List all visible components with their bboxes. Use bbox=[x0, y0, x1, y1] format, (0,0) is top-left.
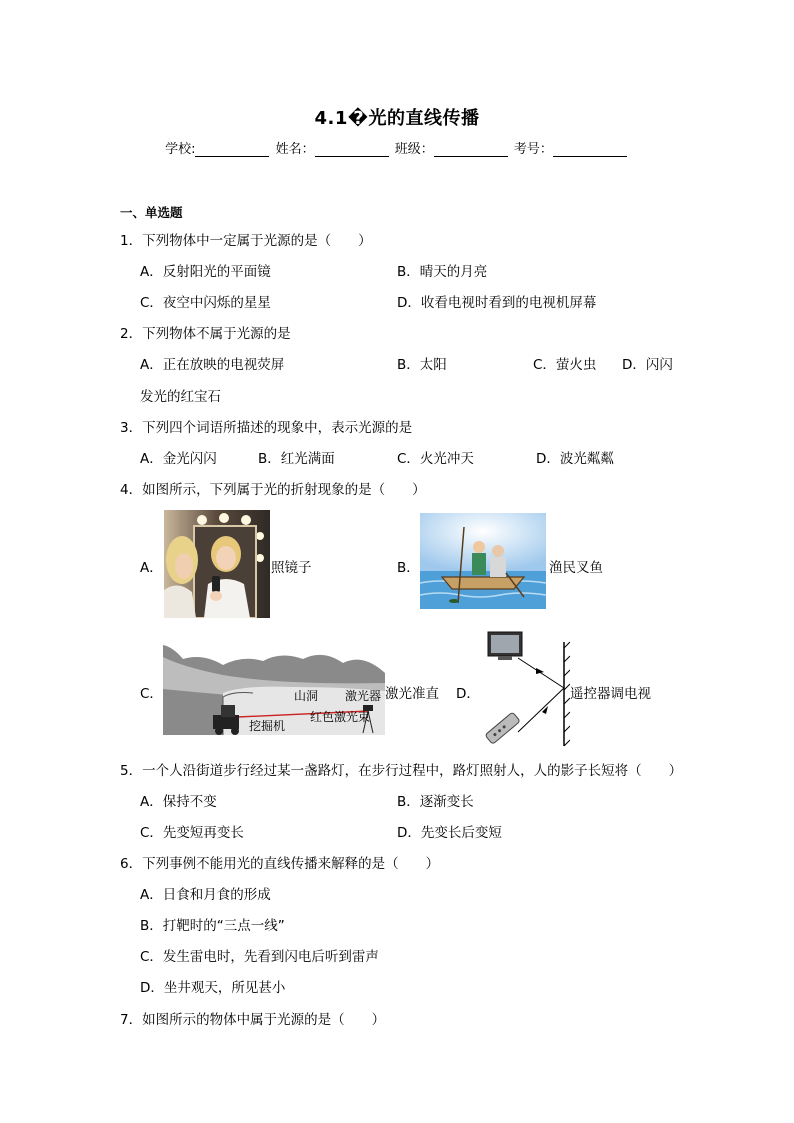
q2-option-a[interactable]: A．正在放映的电视荧屏 bbox=[140, 357, 285, 373]
q5-option-b[interactable]: B．逐渐变长 bbox=[397, 794, 474, 810]
q2-option-d-continued: 发光的红宝石 bbox=[140, 389, 221, 405]
exam-no-blank[interactable] bbox=[553, 142, 627, 157]
name-blank[interactable] bbox=[315, 142, 389, 157]
class-label: 班级： bbox=[394, 142, 434, 157]
q1-option-b[interactable]: B．晴天的月亮 bbox=[397, 264, 488, 280]
q4-option-a[interactable]: A． bbox=[140, 560, 163, 576]
q2-option-b[interactable]: B．太阳 bbox=[397, 357, 447, 373]
exam-no-label: 考号： bbox=[513, 142, 553, 157]
mirror-photo bbox=[164, 510, 270, 618]
q4-option-d[interactable]: D． bbox=[456, 686, 480, 702]
q2-option-c[interactable]: C．萤火虫 bbox=[533, 357, 597, 373]
q1-option-d[interactable]: D．收看电视时看到的电视机屏幕 bbox=[397, 295, 597, 311]
q6-option-a[interactable]: A．日食和月食的形成 bbox=[140, 887, 271, 903]
laser-label: 激光器 bbox=[345, 689, 382, 703]
question-1-stem: 1．下列物体中一定属于光源的是（ ） bbox=[120, 233, 372, 249]
q3-option-c[interactable]: C．火光冲天 bbox=[397, 451, 474, 467]
question-5-stem: 5．一个人沿街道步行经过某一盏路灯，在步行过程中，路灯照射人，人的影子长短将（ ） bbox=[120, 763, 683, 779]
q4-option-c-caption: 激光准直 bbox=[385, 686, 439, 702]
question-3-stem: 3．下列四个词语所描述的现象中，表示光源的是 bbox=[120, 420, 413, 436]
q2-option-d[interactable]: D．闪闪 bbox=[622, 357, 673, 373]
question-6-stem: 6．下列事例不能用光的直线传播来解释的是（ ） bbox=[120, 856, 440, 872]
q6-option-d[interactable]: D．坐井观天，所见甚小 bbox=[140, 980, 286, 996]
section-title: 一、单选题 bbox=[120, 205, 183, 220]
fisherman-picture bbox=[420, 513, 546, 609]
name-label: 姓名： bbox=[275, 142, 315, 157]
q4-option-a-caption: 照镜子 bbox=[271, 560, 312, 576]
excavator-label: 挖掘机 bbox=[249, 719, 286, 733]
tunnel-laser-diagram bbox=[163, 645, 385, 735]
student-info-line bbox=[0, 138, 794, 157]
q4-option-b[interactable]: B． bbox=[397, 560, 420, 576]
q4-option-c[interactable]: C． bbox=[140, 686, 163, 702]
question-4-stem: 4．如图所示，下列属于光的折射现象的是（ ） bbox=[120, 482, 426, 498]
question-2-stem: 2．下列物体不属于光源的是 bbox=[120, 326, 291, 342]
q1-option-a[interactable]: A．反射阳光的平面镜 bbox=[140, 264, 271, 280]
q5-option-a[interactable]: A．保持不变 bbox=[140, 794, 217, 810]
q3-option-a[interactable]: A．金光闪闪 bbox=[140, 451, 217, 467]
school-label: 学校: bbox=[165, 142, 196, 157]
q5-option-c[interactable]: C．先变短再变长 bbox=[140, 825, 244, 841]
q1-option-c[interactable]: C．夜空中闪烁的星星 bbox=[140, 295, 271, 311]
school-blank[interactable] bbox=[195, 142, 269, 157]
beam-label: 红色激光束 bbox=[310, 710, 371, 724]
q6-option-c[interactable]: C．发生雷电时，先看到闪电后听到雷声 bbox=[140, 949, 379, 965]
remote-tv-diagram bbox=[478, 622, 570, 750]
question-7-stem: 7．如图所示的物体中属于光源的是（ ） bbox=[120, 1012, 386, 1028]
q3-option-b[interactable]: B．红光满面 bbox=[258, 451, 335, 467]
q3-option-d[interactable]: D．波光粼粼 bbox=[536, 451, 614, 467]
q4-option-d-caption: 遥控器调电视 bbox=[570, 686, 651, 702]
q5-option-d[interactable]: D．先变长后变短 bbox=[397, 825, 502, 841]
cave-label: 山洞 bbox=[294, 689, 319, 703]
page-title: 4.1�光的直线传播 bbox=[314, 108, 480, 129]
class-blank[interactable] bbox=[434, 142, 508, 157]
q6-option-b[interactable]: B．打靶时的“三点一线” bbox=[140, 918, 285, 934]
q4-option-b-caption: 渔民叉鱼 bbox=[549, 560, 603, 576]
